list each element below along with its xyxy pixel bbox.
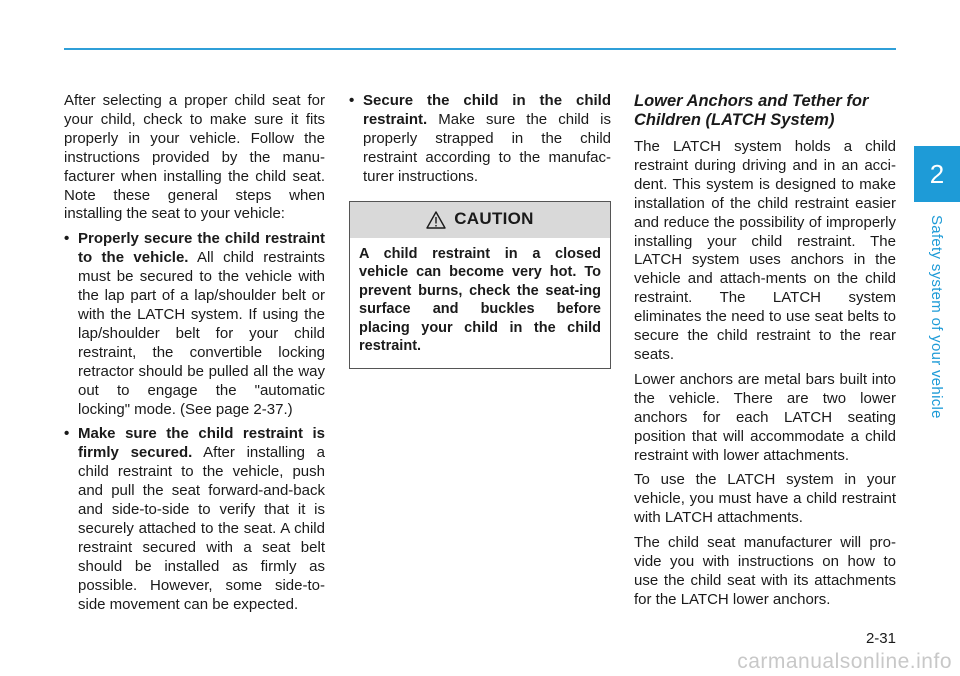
bullet-dot: • [64,425,70,443]
page-number: 2-31 [865,630,896,647]
caution-title: CAUTION [454,209,534,229]
bullet-lead: Secure the child in the child restraint. [363,92,611,128]
section-heading: Lower Anchors and Tether for Children (LATCH System) [634,92,869,129]
bullet-secure-child [349,92,611,187]
bullet-text: Make sure the child is properly strapped in the child restraint according to the manufac-turer instructions. [363,110,611,185]
bullet-text: After installing a child restraint to the vehicle, push and pull the seat forward-and-back and side-to-side to verify that it is securely attached to the seat. A child restraint secured with a seat belt should be installed as firmly as possible. However, some side-to-side movement can be expected. [78,444,326,613]
bullet-lead: Properly secure the child restraint to the vehicle. [78,230,325,267]
caution-box [349,201,611,369]
column-1 [64,92,325,620]
warning-triangle-icon [426,211,446,229]
chapter-title: Safety system of your vehicle [928,215,945,419]
bullet-lead: Make sure the child restraint is firmly secured. [78,425,325,462]
bullet-dot: • [349,92,355,109]
intro-paragraph: After selecting a proper child seat for your child, check to make sure it fits properly in your vehicle. Follow the instructions provided by the manu-facturer when installing the child seat. Note these general steps when installing the seat to your vehicle: [64,92,325,223]
header-rule [64,48,896,50]
caution-text: A child restraint in a closed vehicle can become very hot. To prevent burns, check the seat-ing surface and buckles before placing your child in the child restraint. [359,245,601,355]
bullet-firmly-secured [64,425,325,614]
caution-header [350,202,610,238]
bullet-secure-restraint [64,230,325,419]
bullet-dot: • [64,230,70,248]
column-3 [634,92,896,616]
watermark: carmanualsonline.info [737,650,952,673]
column-2 [349,92,611,369]
bullet-text: All child restraints must be secured to the vehicle with the lap part of a lap/shoulder belt or with the LATCH system. If using the lap/shoulder belt for your child restraint, the convertible locking retractor should be pulled all the way out to engage the "automatic locking" mode. (See page 2-37.) [78,249,325,418]
latch-paragraph: The LATCH system holds a child restraint during driving and in an acci-dent. This system is designed to make installation of the child restraint easier and reduce the possibility of improperly installing your child restraint. The LATCH system uses anchors in the vehicle and attach-ments on the child restraint. The LATCH system eliminates the need to use seat belts to secure the child restraint to the rear seats. [634,138,896,363]
chapter-number-tab[interactable] [914,146,960,202]
latch-paragraph: To use the LATCH system in your vehicle, you must have a child restraint with LATCH attachments. [634,471,896,527]
latch-paragraph: Lower anchors are metal bars built into the vehicle. There are two lower anchors for each LATCH seating position that will accommodate a child restraint with lower attachments. [634,370,896,464]
chapter-number: 2 [929,159,945,189]
latch-paragraph: The child seat manufacturer will pro-vide you with instructions on how to use the child seat with its attachments for the LATCH lower anchors. [634,534,896,608]
